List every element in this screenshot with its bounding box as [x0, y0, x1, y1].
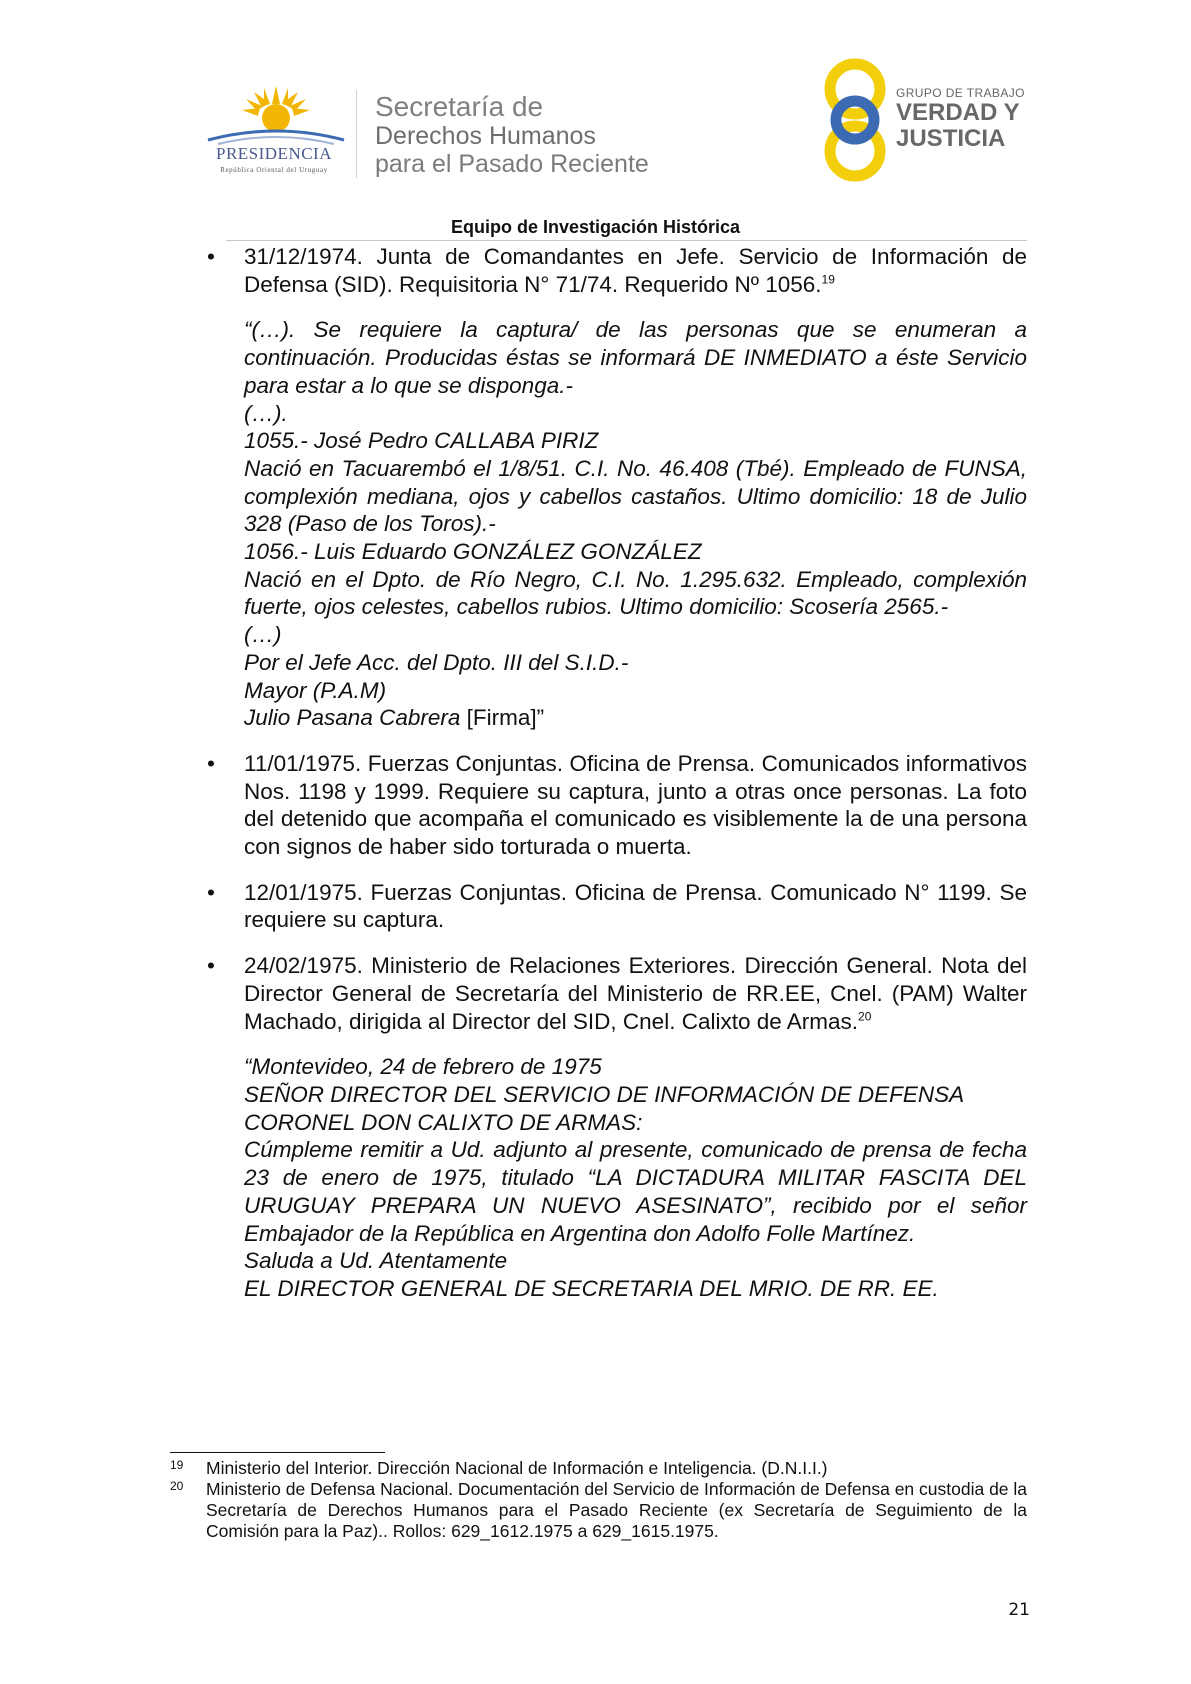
footnote-19: [170, 1458, 1027, 1479]
entry-3-text: 12/01/1975. Fuerzas Conjuntas. Oficina de Prensa. Comunicado N° 1199. Se requiere su captura.: [244, 879, 1027, 933]
entry-4-quote: [207, 1053, 1027, 1302]
page-number: 21: [1008, 1600, 1030, 1620]
entry-1: [207, 243, 1027, 298]
presidencia-logo: [198, 84, 350, 180]
footnote-19-text: Ministerio del Interior. Dirección Nacional de Información e Inteligencia. (D.N.I.I.): [206, 1458, 828, 1478]
quote-intro: “(…). Se requiere la captura/ de las personas que se enumeran a continuación. Producidas éstas se informará DE INMEDIATO a éste Servicio para estar a lo que se disponga.-: [244, 317, 1027, 398]
footnote-ref-19: 19: [821, 272, 835, 287]
secretaria-line2: Derechos Humanos: [375, 122, 596, 150]
entry-4-text: 24/02/1975. Ministerio de Relaciones Exteriores. Dirección General. Nota del Director General de Secretaría del Ministerio de RR.EE, Cnel. (PAM) Walter Machado, dirigida al Director del SID, Cnel. Calixto de Armas.: [244, 953, 1027, 1034]
document-body: [207, 243, 1027, 1303]
footnote-ref-20: 20: [858, 1009, 872, 1024]
secretaria-line3: para el Pasado Reciente: [375, 150, 649, 178]
entry-4: [207, 952, 1027, 1035]
presidencia-word: PRESIDENCIA: [215, 144, 332, 163]
team-heading: Equipo de Investigación Histórica: [450, 217, 741, 237]
header-divider: [356, 90, 357, 178]
quote-person-1-name: 1055.- José Pedro CALLABA PIRIZ: [244, 428, 599, 454]
quote-signature-note: [Firma]”: [466, 705, 545, 731]
grupo-line1: GRUPO DE TRABAJO: [896, 86, 1025, 100]
letter-closing: Saluda a Ud. Atentamente: [244, 1248, 508, 1274]
entry-1-quote: [207, 316, 1027, 732]
entry-2: [207, 750, 1027, 861]
letter-place-date: “Montevideo, 24 de febrero de 1975: [244, 1054, 602, 1080]
quote-person-1-desc: Nació en Tacuarembó el 1/8/51. C.I. No. 46.408 (Tbé). Empleado de FUNSA, complexión mediana, ojos y cabellos castaños. Ultimo domicilio: 18 de Julio 328 (Paso de los Toros).-: [244, 455, 1027, 537]
quote-ellipsis-2: (…): [244, 622, 282, 648]
quote-signature-name: Julio Pasana Cabrera: [244, 705, 461, 731]
footnote-20: [170, 1479, 1027, 1542]
letter-addressee-1: SEÑOR DIRECTOR DEL SERVICIO DE INFORMACIÓN DE DEFENSA: [244, 1081, 965, 1107]
quote-signature-3: [244, 704, 1027, 732]
secretaria-line1: Secretaría de: [375, 91, 544, 122]
quote-signature-1: Por el Jefe Acc. del Dpto. III del S.I.D.-: [244, 649, 629, 675]
rings-emblem-icon: [820, 57, 890, 183]
quote-ellipsis-1: (…).: [244, 400, 288, 426]
header-rule: [226, 240, 1027, 241]
entry-2-text: 11/01/1975. Fuerzas Conjuntas. Oficina de Prensa. Comunicados informativos Nos. 1198 y 1999. Requiere su captura, junto a otras once personas. La foto del detenido que acompaña el comunicado es visiblemente la de una persona con signos de haber sido torturada o muerta.: [244, 750, 1027, 860]
verdad-justicia-text: [896, 86, 1046, 152]
footnote-20-text: Ministerio de Defensa Nacional. Documentación del Servicio de Información de Defensa en custodia de la Secretaría de Derechos Humanos para el Pasado Reciente (ex Secretaría de Seguimiento de la Comisión para la Paz).. Rollos: 629_1612.1975 a 629_1615.1975.: [206, 1479, 1028, 1541]
entry-3: [207, 879, 1027, 934]
sun-emblem-icon: [198, 84, 350, 146]
quote-person-2-name: 1056.- Luis Eduardo GONZÁLEZ GONZÁLEZ: [244, 539, 702, 565]
letter-addressee-2: CORONEL DON CALIXTO DE ARMAS:: [244, 1109, 643, 1135]
footnotes: [170, 1458, 1027, 1542]
footnote-rule: [170, 1452, 385, 1453]
grupo-line3: JUSTICIA: [896, 125, 1006, 152]
footnote-20-number: 20: [170, 1479, 184, 1493]
secretaria-title: [375, 92, 735, 178]
quote-signature-2: Mayor (P.A.M): [244, 677, 387, 703]
footnote-19-number: 19: [170, 1458, 184, 1472]
letter-signatory: EL DIRECTOR GENERAL DE SECRETARIA DEL MRIO. DE RR. EE.: [244, 1275, 939, 1301]
grupo-line2: VERDAD Y: [896, 99, 1020, 126]
letter-body: Cúmpleme remitir a Ud. adjunto al presente, comunicado de prensa de fecha 23 de enero de 1975, titulado “LA DICTADURA MILITAR FASCITA DEL URUGUAY PREPARA UN NUEVO ASESINATO”, recibido por el señor Embajador de la República en Argentina don Adolfo Folle Martínez.: [244, 1137, 1027, 1246]
entry-1-text: 31/12/1974. Junta de Comandantes en Jefe. Servicio de Información de Defensa (SID). Requisitoria N° 71/74. Requerido Nº 1056.: [244, 244, 1027, 297]
presidencia-subtitle: República Oriental del Uruguay: [220, 166, 328, 174]
quote-person-2-desc: Nació en el Dpto. de Río Negro, C.I. No. 1.295.632. Empleado, complexión fuerte, ojos celestes, cabellos rubios. Ultimo domicilio: Scosería 2565.-: [244, 566, 1027, 620]
